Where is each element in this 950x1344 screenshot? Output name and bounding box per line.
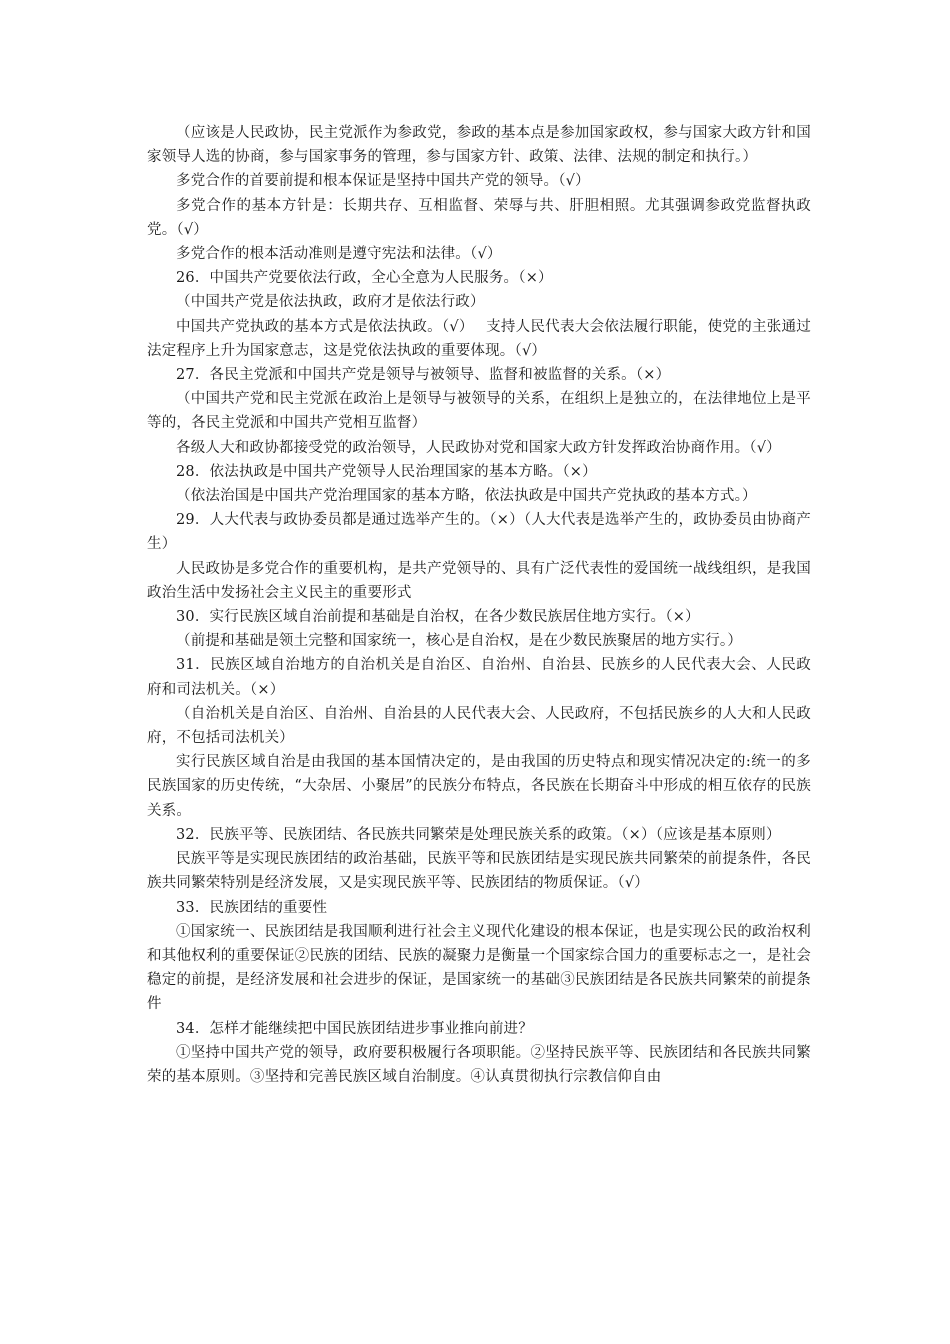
paragraph-multiparty-premise: 多党合作的首要前提和根本保证是坚持中国共产党的领导。（√） [176, 173, 590, 190]
paragraph-ethnic-unity-importance: ①国家统一、民族团结是我国顺利进行社会主义现代化建设的根本保证，也是实现公民的政治权利和其他权利的重要保证②民族的团结、民族的凝聚力是衡量一个国家综合国力的重要标志之一，是社会稳定的前提，是经济发展和社会进步的保证，是国家统一的基础③民族团结是各民族共同繁荣的前提条件 [147, 923, 811, 1013]
paragraph-multiparty-rule: 多党合作的根本活动准则是遵守宪法和法律。（√） [176, 246, 502, 263]
paragraph-item-29: 29．人大代表与政协委员都是通过选举产生的。（×）（人大代表是选举产生的，政协委员由协商产生） [147, 512, 811, 553]
paragraph-item-32: 32．民族平等、民族团结、各民族共同繁荣是处理民族关系的政策。（×）（应该是基本原则） [176, 826, 781, 843]
paragraph-note-27: （中国共产党和民主党派在政治上是领导与被领导的关系，在组织上是独立的，在法律地位上是平等的，各民主党派和中国共产党相互监督） [147, 391, 811, 432]
paragraph-npc-cppcc-leadership: 各级人大和政协都接受党的政治领导，人民政协对党和国家大政方针发挥政治协商作用。（√） [176, 439, 781, 456]
paragraph-item-31: 31．民族区域自治地方的自治机关是自治区、自治州、自治县、民族乡的人民代表大会、人民政府和司法机关。（×） [147, 657, 811, 698]
paragraph-multiparty-policy: 多党合作的基本方针是：长期共存、互相监督、荣辱与共、肝胆相照。尤其强调参政党监督执政党。（√） [147, 197, 811, 238]
paragraph-note-peoples-cppcc: （应该是人民政协，民主党派作为参政党，参政的基本点是参加国家政权，参与国家大政方针和国家领导人选的协商，参与国家事务的管理，参与国家方针、政策、法律、法规的制定和执行。） [147, 125, 811, 166]
paragraph-cppcc-role: 人民政协是多党合作的重要机构，是共产党领导的、具有广泛代表性的爱国统一战线组织，是我国政治生活中发扬社会主义民主的重要形式 [147, 560, 811, 601]
paragraph-ethnic-unity-measures: ①坚持中国共产党的领导，政府要积极履行各项职能。②坚持民族平等、民族团结和各民族共同繁荣的基本原则。③坚持和完善民族区域自治制度。④认真贯彻执行宗教信仰自由 [147, 1044, 811, 1085]
paragraph-governance-by-law: 中国共产党执政的基本方式是依法执政。（√） 支持人民代表大会依法履行职能，使党的主张通过法定程序上升为国家意志，这是党依法执政的重要体现。（√） [147, 318, 811, 359]
paragraph-item-34: 34．怎样才能继续把中国民族团结进步事业推向前进？ [176, 1020, 533, 1037]
paragraph-item-26: 26．中国共产党要依法行政，全心全意为人民服务。（×） [176, 270, 553, 287]
paragraph-note-26: （中国共产党是依法执政，政府才是依法行政） [176, 294, 485, 311]
paragraph-note-28: （依法治国是中国共产党治理国家的基本方略，依法执政是中国共产党执政的基本方式。） [176, 488, 757, 505]
paragraph-item-27: 27．各民主党派和中国共产党是领导与被领导、监督和被监督的关系。（×） [176, 367, 671, 384]
paragraph-regional-autonomy-basis: 实行民族区域自治是由我国的基本国情决定的，是由我国的历史特点和现实情况决定的:统一的多民族国家的历史传统，“大杂居、小聚居”的民族分布特点，各民族在长期奋斗中形成的相互依存的民族关系。 [147, 754, 811, 819]
paragraph-item-28: 28．依法执政是中国共产党领导人民治理国家的基本方略。（×） [176, 463, 597, 480]
paragraph-item-33: 33．民族团结的重要性 [176, 899, 328, 916]
paragraph-ethnic-equality: 民族平等是实现民族团结的政治基础，民族平等和民族团结是实现民族共同繁荣的前提条件，各民族共同繁荣特别是经济发展，又是实现民族平等、民族团结的物质保证。（√） [147, 851, 811, 892]
paragraph-note-31: （自治机关是自治区、自治州、自治县的人民代表大会、人民政府，不包括民族乡的人大和人民政府，不包括司法机关） [147, 705, 811, 747]
document-body [147, 121, 811, 1089]
paragraph-item-30: 30．实行民族区域自治前提和基础是自治权，在各少数民族居住地方实行。（×） [176, 609, 700, 626]
paragraph-note-30: （前提和基础是领土完整和国家统一，核心是自治权，是在少数民族聚居的地方实行。） [176, 633, 743, 650]
